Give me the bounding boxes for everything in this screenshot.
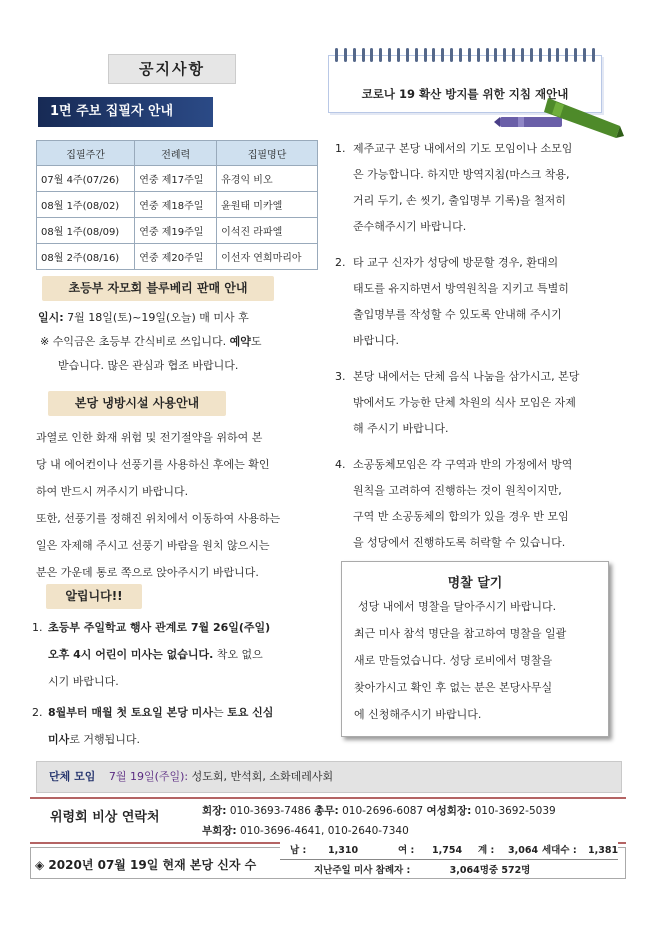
stats-last-week: 지난주일 미사 참례자 : 3,064명중 572명 — [314, 865, 531, 876]
list-line: 원칙을 고려하여 진행하는 것이 원칙이지만, — [353, 484, 562, 497]
list-line: 타 교구 신자가 성당에 방문할 경우, 환대의 — [353, 256, 559, 269]
list-line: 구역 반 소공동체의 합의가 있을 경우 반 모임 — [353, 510, 569, 523]
note-text: 받습니다. 많은 관심과 협조 바랍니다. — [58, 359, 239, 372]
stats-title-wrap — [35, 856, 256, 873]
list-number: 3. — [335, 370, 346, 383]
group-meeting-date: 7월 19일(주일): — [108, 770, 189, 783]
notice-text: 시기 바랍니다. — [48, 675, 119, 688]
group-meeting-bar — [36, 761, 622, 793]
list-line: 본당 내에서는 단체 음식 나눔을 삼가시고, 본당 — [353, 370, 580, 383]
notice-text: 착오 없으 — [213, 648, 263, 661]
list-item — [32, 614, 322, 695]
date-text: 7월 18일(토)~19일(오늘) 매 미사 후 — [63, 311, 249, 324]
list-line: 제주교구 본당 내에서의 기도 모임이나 소모임 — [353, 142, 573, 155]
cooling-title: 본당 냉방시설 사용안내 — [48, 391, 226, 416]
list-number: 1. — [335, 142, 346, 155]
notices-title: 알립니다!! — [46, 584, 142, 609]
table-cell: 이석진 라파엘 — [217, 218, 318, 244]
paragraph-line: 최근 미사 참석 명단을 참고하여 명찰을 일괄 — [354, 627, 567, 640]
list-line: 바랍니다. — [353, 334, 400, 347]
list-line: 해 주시기 바랍니다. — [353, 422, 449, 435]
paragraph-line: 새로 만들었습니다. 성당 로비에서 명찰을 — [354, 654, 553, 667]
paragraph-line: 일은 자제해 주시고 선풍기 바람을 원치 않으시는 — [36, 539, 270, 552]
table-row — [37, 192, 318, 218]
table-row — [37, 218, 318, 244]
list-line: 출입명부를 작성할 수 있도록 안내해 주시기 — [353, 308, 562, 321]
list-number: 4. — [335, 458, 346, 471]
note-text: 수익금은 초등부 간식비로 쓰입니다. — [49, 335, 230, 348]
list-number: 2. — [335, 256, 346, 269]
table-row — [37, 166, 318, 192]
list-line: 은 가능합니다. 하지만 방역지침(마스크 착용, — [353, 168, 570, 181]
notices-list — [32, 614, 322, 753]
table-cell: 08월 1주(08/02) — [37, 192, 135, 218]
table-row — [37, 244, 318, 270]
blueberry-sale-date — [38, 306, 323, 330]
list-line: 거리 두기, 손 씻기, 출입명부 기록)을 철저히 — [353, 194, 566, 207]
contact-line: 부회장: 010-3696-4641, 010-2640-7340 — [202, 825, 409, 837]
diamond-icon: ◈ — [35, 858, 45, 872]
notice-bold: 8월부터 매월 첫 토요일 본당 미사 — [48, 706, 213, 719]
notice-bold: 토요 신심 — [227, 706, 274, 719]
page-title: 공지사항 — [108, 54, 236, 84]
writers-table — [36, 140, 318, 270]
notice-bold: 초등부 주일학교 행사 관계로 7월 26일(주일) — [48, 621, 271, 634]
column-header: 집필주간 — [37, 141, 135, 166]
table-cell: 08월 2주(08/16) — [37, 244, 135, 270]
table-cell: 연중 제18주일 — [135, 192, 217, 218]
list-number: 2. — [32, 706, 43, 719]
cooling-body — [36, 424, 320, 586]
group-meeting-label: 단체 모임 — [49, 770, 96, 783]
list-item — [32, 699, 322, 753]
table-cell: 연중 제17주일 — [135, 166, 217, 192]
table-cell: 07월 4주(07/26) — [37, 166, 135, 192]
notice-text: 는 — [212, 706, 228, 719]
list-line: 태도를 유지하면서 방역원칙을 지키고 특별히 — [353, 282, 569, 295]
column-header: 집필명단 — [217, 141, 318, 166]
section-writers-banner: 1면 주보 집필자 안내 — [38, 97, 213, 127]
group-meeting-text — [49, 762, 333, 792]
contact-line: 회장: 010-3693-7486 총무: 010-2696-6087 여성회장: 010-3692-5039 — [202, 805, 556, 817]
table-cell: 이선자 연희마리아 — [217, 244, 318, 270]
paragraph-line: 과열로 인한 화재 위험 및 전기절약을 위하여 본 — [36, 431, 263, 444]
group-meeting-groups: 성도회, 반석회, 소화데레사회 — [188, 770, 334, 783]
notice-bold: 미사 — [48, 733, 70, 746]
paragraph-line: 하여 반드시 꺼주시기 바랍니다. — [36, 485, 189, 498]
divider — [30, 797, 626, 799]
contacts-title: 위령회 비상 연락처 — [50, 810, 160, 825]
contacts-list — [202, 801, 556, 841]
paragraph-line: 당 내 에어컨이나 선풍기를 사용하신 후에는 확인 — [36, 458, 270, 471]
stats-counts: 남 : 1,310 여 : 1,754 계 : 3,064 세대수 : 1,381 — [280, 842, 618, 860]
column-header: 전례력 — [135, 141, 217, 166]
note-text: 도 — [250, 335, 262, 348]
list-item — [335, 250, 617, 354]
date-label: 일시: — [38, 311, 64, 324]
list-line: 을 성당에서 진행하도록 허락할 수 있습니다. — [353, 536, 566, 549]
nametag-box — [341, 561, 609, 737]
table-cell: 연중 제19주일 — [135, 218, 217, 244]
list-item — [335, 136, 617, 240]
covid-list — [335, 136, 617, 556]
table-cell: 08월 1주(08/09) — [37, 218, 135, 244]
table-cell: 윤원태 미카엘 — [217, 192, 318, 218]
nametag-title: 명찰 달기 — [447, 576, 503, 591]
table-header-row — [37, 141, 318, 166]
list-number: 1. — [32, 621, 43, 634]
stats-title: 2020년 07월 19일 현재 본당 신자 수 — [48, 858, 257, 872]
nametag-body — [342, 591, 608, 728]
covid-title: 코로나 19 확산 방지를 위한 지침 재안내 — [361, 87, 569, 101]
blueberry-sale-title: 초등부 자모회 블루베리 판매 안내 — [42, 276, 274, 301]
paragraph-line: 찾아가시고 확인 후 없는 분은 본당사무실 — [354, 681, 553, 694]
list-item — [335, 452, 617, 556]
paragraph-line: 또한, 선풍기를 정해진 위치에서 이동하여 사용하는 — [36, 512, 281, 525]
note-bold: 예약 — [229, 335, 251, 348]
paragraph-line: 분은 가운데 통로 쪽으로 앉아주시기 바랍니다. — [36, 566, 259, 579]
paragraph-line: 성당 내에서 명찰을 달아주시기 바랍니다. — [358, 600, 557, 613]
list-line: 준수해주시기 바랍니다. — [353, 220, 467, 233]
paragraph-line: 에 신청해주시기 바랍니다. — [354, 708, 482, 721]
list-line: 밖에서도 가능한 단체 차원의 식사 모임은 자제 — [353, 396, 576, 409]
list-item — [335, 364, 617, 442]
table-cell: 연중 제20주일 — [135, 244, 217, 270]
notice-bold: 오후 4시 어린이 미사는 없습니다. — [48, 648, 214, 661]
list-line: 소공동체모임은 각 구역과 반의 가정에서 방역 — [353, 458, 573, 471]
note-mark: ※ — [40, 335, 50, 348]
blueberry-sale-note — [40, 330, 322, 378]
notice-text: 로 거행됩니다. — [69, 733, 141, 746]
table-cell: 유경익 비오 — [217, 166, 318, 192]
notepad-rings — [335, 48, 595, 62]
